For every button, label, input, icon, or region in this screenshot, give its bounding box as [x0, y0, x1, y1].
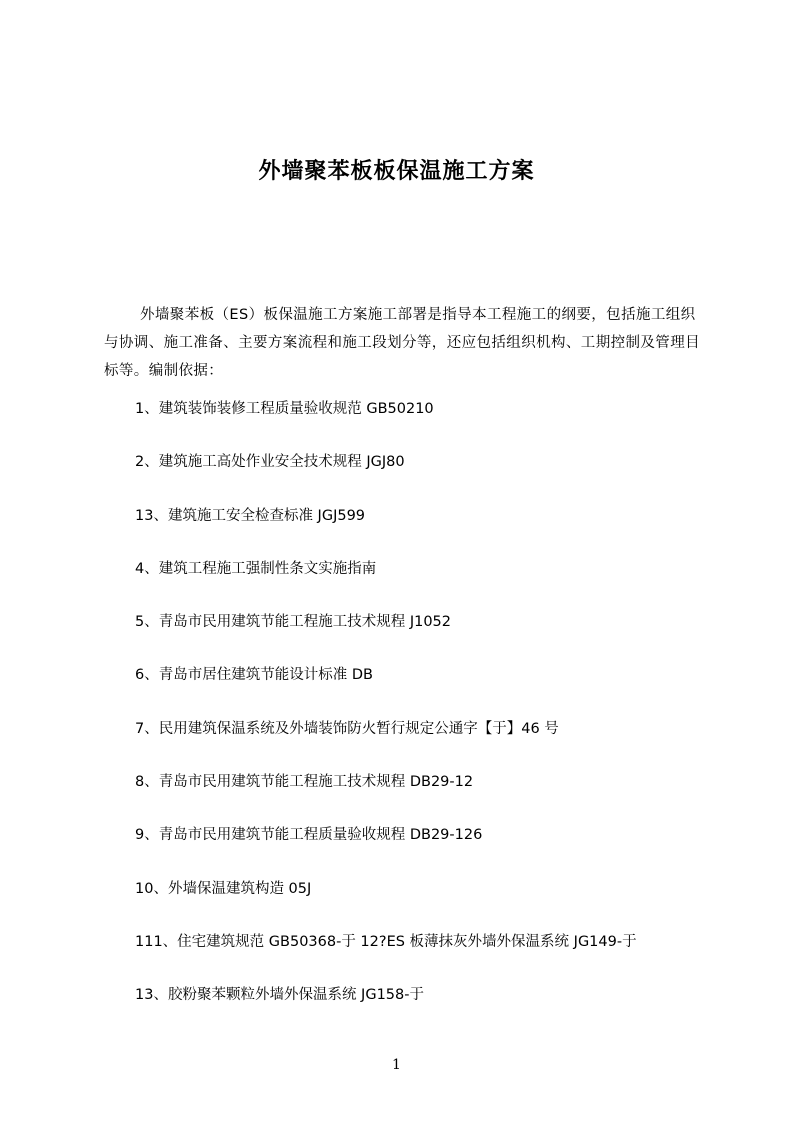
- reference-item: 13、胶粉聚苯颗粒外墙外保温系统 JG158-于: [135, 987, 424, 1004]
- reference-item: 1、建筑装饰装修工程质量验收规范 GB50210: [135, 401, 434, 417]
- reference-item: 7、民用建筑保温系统及外墙装饰防火暂行规定公通字【于】46 号: [135, 720, 559, 737]
- reference-item: 6、青岛市居住建筑节能设计标准 DB: [135, 667, 373, 684]
- reference-item: 13、建筑施工安全检查标准 JGJ599: [135, 507, 366, 524]
- reference-item: 10、外墙保温建筑构造 05J: [135, 880, 312, 897]
- reference-item: 2、建筑施工高处作业安全技术规程 JGJ80: [135, 454, 405, 471]
- reference-list: [135, 396, 637, 1036]
- document-title: 外墙聚苯板板保温施工方案: [258, 157, 535, 184]
- reference-item: 5、青岛市民用建筑节能工程施工技术规程 J1052: [135, 614, 452, 631]
- reference-item: 111、住宅建筑规范 GB50368-于 12?ES 板薄抹灰外墙外保温系统 JG149-于: [135, 933, 637, 950]
- reference-item: 4、建筑工程施工强制性条文实施指南: [135, 560, 377, 577]
- intro-paragraph: 外墙聚苯板（ES）板保温施工方案施工部署是指导本工程施工的纲要，包括施工组织与协调、施工准备、主要方案流程和施工段划分等，还应包括组织机构、工期控制及管理目标等。编制依据：: [104, 306, 700, 379]
- reference-item: 9、青岛市民用建筑节能工程质量验收规程 DB29-126: [135, 827, 483, 844]
- page-number: 1: [392, 1057, 401, 1073]
- reference-item: 8、青岛市民用建筑节能工程施工技术规程 DB29-12: [135, 774, 474, 791]
